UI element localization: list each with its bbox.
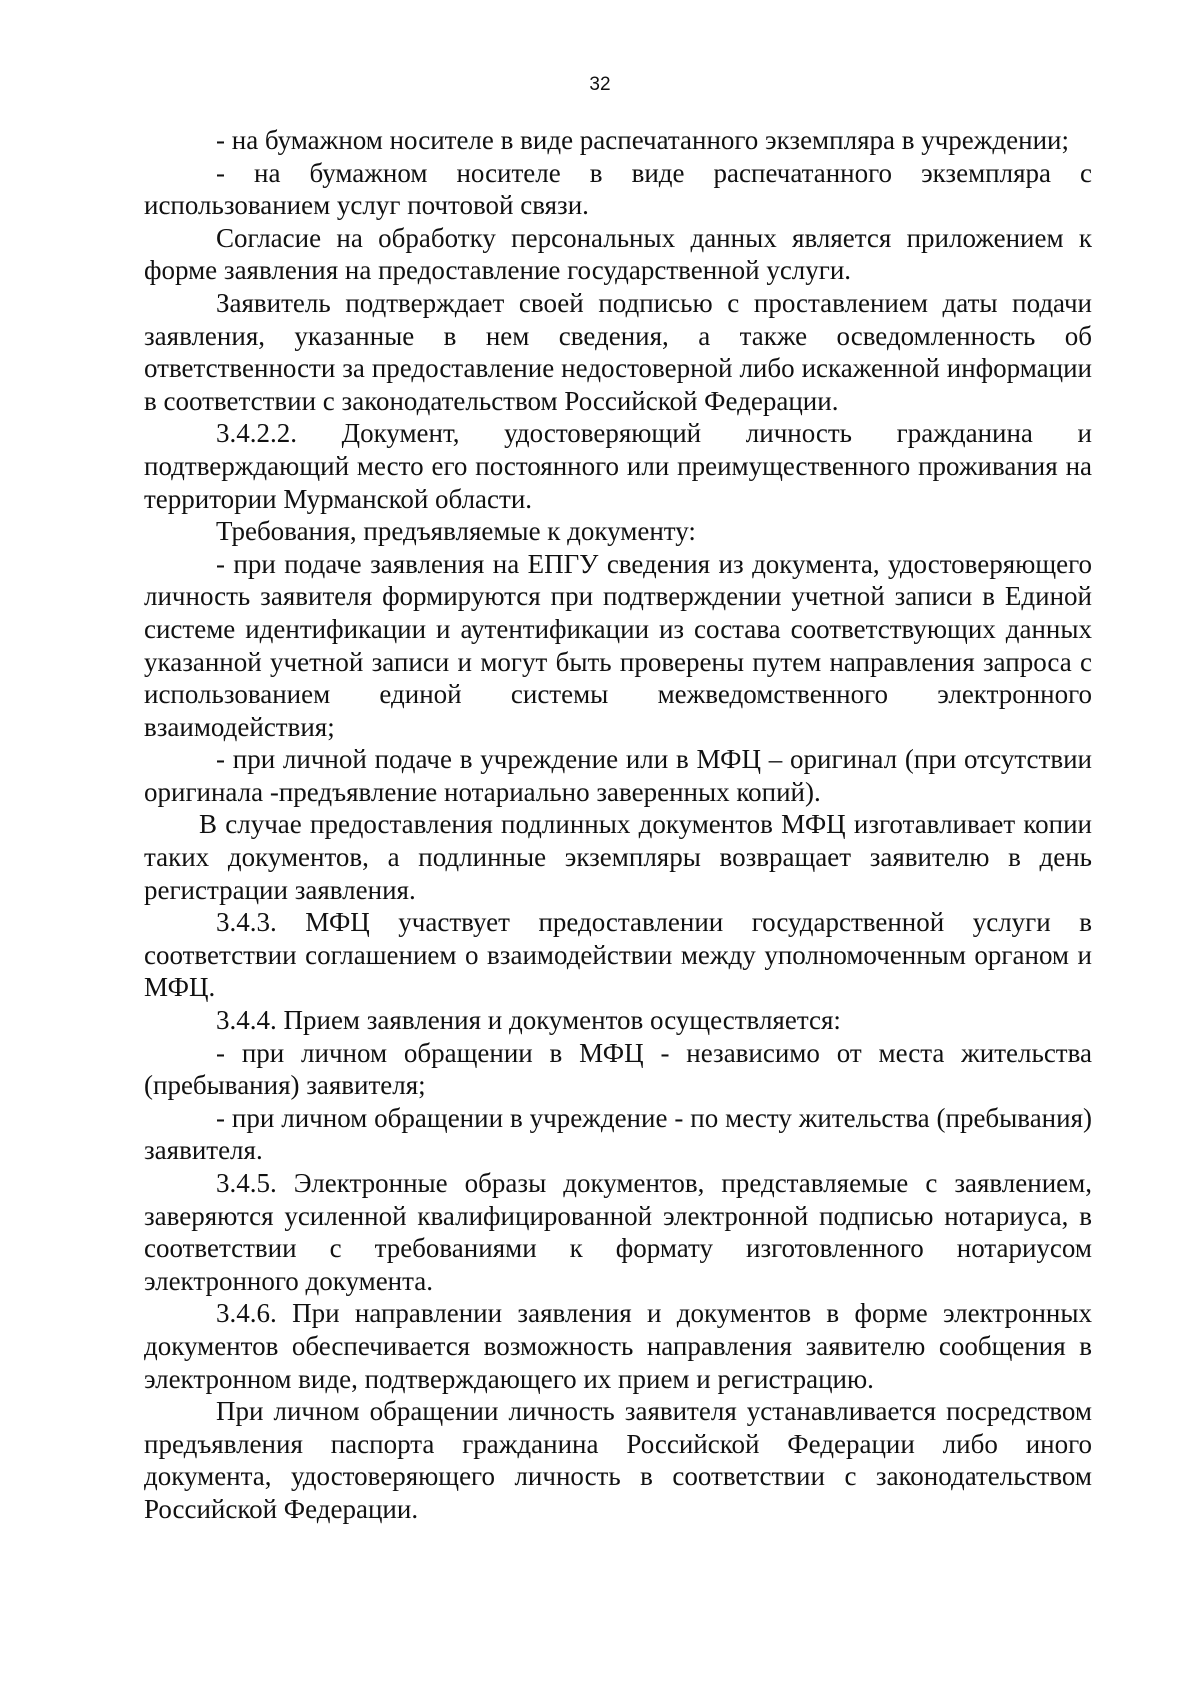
paragraph-16: При личном обращении личность заявителя устанавливается посредством предъявления паспорта гражданина Российской Федерации либо иного документа, удостоверяющего личность в соответствии с законодательством Российской Федерации. (144, 1396, 1092, 1524)
paragraph-12: - при личном обращении в МФЦ - независимо от места жительства (пребывания) заявителя; (144, 1037, 1092, 1101)
page-number: 32 (589, 74, 611, 95)
paragraph-7: - при подаче заявления на ЕПГУ сведения из документа, удостоверяющего личность заявителя формируются при подтверждении учетной записи в Единой системе идентификации и аутентификации из состава соответствующих данных указанной учетной записи и могут быть проверены путем направления запроса с использованием единой системы межведомственного электронного взаимодействия; (144, 548, 1092, 742)
paragraph-6: Требования, предъявляемые к документу: (216, 516, 696, 547)
document-body (144, 124, 1092, 1526)
paragraph-3: Согласие на обработку персональных данных является приложением к форме заявления на предоставление государственной услуги. (144, 222, 1092, 286)
paragraph-15: 3.4.6. При направлении заявления и документов в форме электронных документов обеспечивается возможность направления заявителю сообщения в электронном виде, подтверждающего их прием и регистрацию. (144, 1298, 1092, 1394)
paragraph-13: - при личном обращении в учреждение - по месту жительства (пребывания) заявителя. (144, 1102, 1092, 1166)
paragraph-14: 3.4.5. Электронные образы документов, представляемые с заявлением, заверяются усиленной квалифицированной электронной подписью нотариуса, в соответствии с требованиями к формату изготовленного нотариусом электронного документа. (144, 1168, 1092, 1296)
paragraph-1: - на бумажном носителе в виде распечатанного экземпляра в учреждении; (216, 125, 1070, 155)
paragraph-2: - на бумажном носителе в виде распечатанного экземпляра с использованием услуг почтовой связи. (144, 157, 1092, 221)
paragraph-5: 3.4.2.2. Документ, удостоверяющий личность гражданина и подтверждающий место его постоянного или преимущественного проживания на территории Мурманской области. (144, 418, 1092, 514)
paragraph-11: 3.4.4. Прием заявления и документов осуществляется: (216, 1005, 841, 1036)
paragraph-10: 3.4.3. МФЦ участвует предоставлении государственной услуги в соответствии соглашением о взаимодействии между уполномоченным органом и МФЦ. (144, 907, 1092, 1003)
paragraph-4: Заявитель подтверждает своей подписью с проставлением даты подачи заявления, указанные в нем сведения, а также осведомленность об ответственности за предоставление недостоверной либо искаженной информации в соответствии с законодательством Российской Федерации. (144, 287, 1092, 416)
paragraph-9: В случае предоставления подлинных документов МФЦ изготавливает копии таких документов, а подлинные экземпляры возвращает заявителю в день регистрации заявления. (144, 809, 1092, 905)
paragraph-8: - при личной подаче в учреждение или в МФЦ – оригинал (при отсутствии оригинала -предъявление нотариально заверенных копий). (144, 744, 1092, 807)
